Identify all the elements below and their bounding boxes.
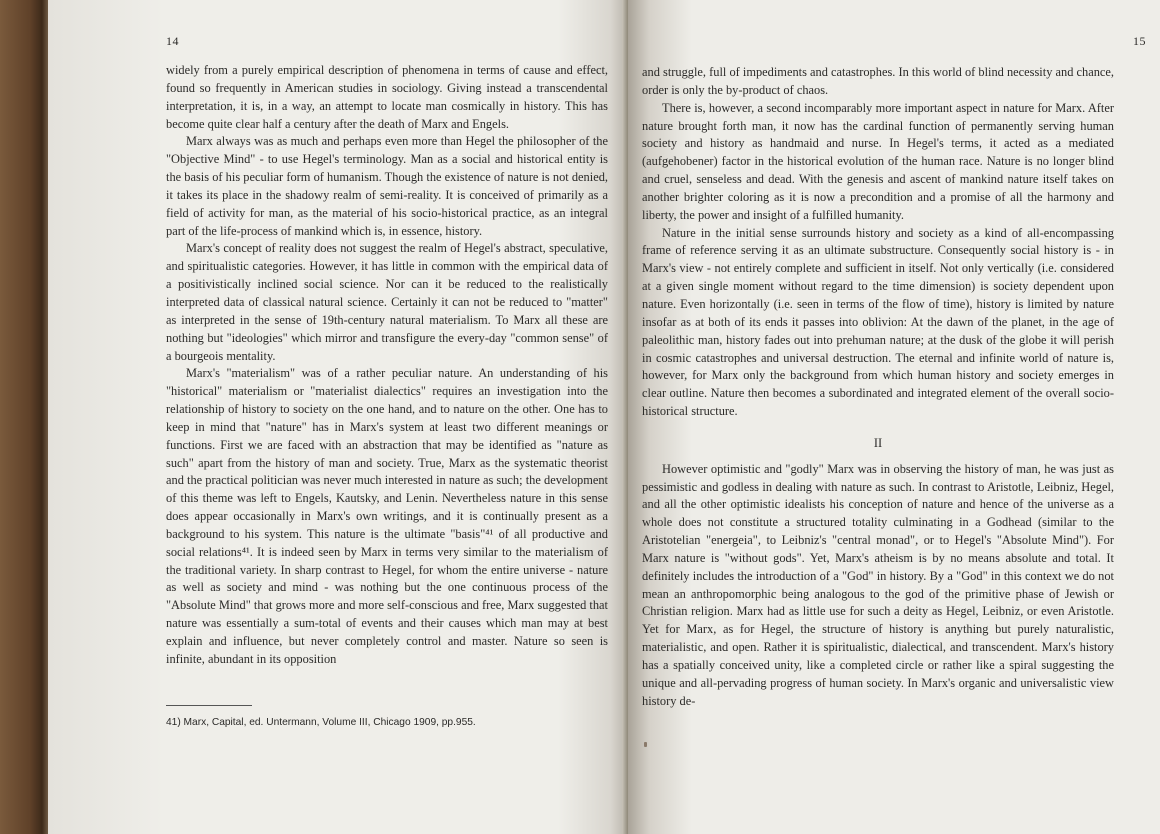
paragraph: However optimistic and "godly" Marx was in observing the history of man, he was just as pessimistic and godless in dealing with nature as such. In contrast to Aristotle, Leibniz, Hegel, and all the other optimistic idealists his conception of nature and hence of the universe as a whole does not constitute a structured totality culminating in a Godhead (similar to the Aristotelian "energeia", to Leibniz's "central monad", or to Hegel's "Absolute Mind"). For Marx nature is "without gods". Yet, Marx's atheism is by no means absolute and total. It definitely includes the introduction of a "God" in history. By a "God" in this context we do not mean an anthropomorphic being analogous to the god of the primitive phase of Jewish or Christian religion. Marx had as little use for such a deity as Hegel, Leibniz, or even Aristotle. Yet for Marx, as for Hegel, the structure of history is anything but purely naturalistic, materialistic, and open. Rather it is spiritualistic, dialectical, and transcendent. Marx's history has a spatially conceived unity, like a completed circle or rather like a spiral suggesting the unique and all-pervading progress of human society. In Marx's organic and universalistic view history de- xyxy=(642,461,1114,708)
left-page-body xyxy=(166,62,608,669)
footnote-rule xyxy=(166,705,252,706)
paragraph: widely from a purely empirical description of phenomena in terms of cause and effect, found so frequently in American studies in sociology. Giving instead a transcendental interpretation, it is, in a way, an attempt to locate man cosmically in history. This has become quite clear half a century after the death of Marx and Engels. xyxy=(166,63,608,131)
page-number-left: 14 xyxy=(166,34,179,48)
left-page xyxy=(48,0,628,834)
margin-mark xyxy=(644,742,647,747)
paragraph: Marx's concept of reality does not suggest the realm of Hegel's abstract, speculative, and spiritualistic categories. However, it has little in common with the empirical data of a positivistically inclined social science. Nor can it be reduced to the realistically interpreted data of classical natural science. Certainly it can not be reduced to "matter" as interpreted in the sense of 19th-century natural materialism. To Marx all these are nothing but "ideologies" which mirror and transfigure the every-day "common sense" of a bourgeois mentality. xyxy=(166,241,608,363)
paragraph: Nature in the initial sense surrounds history and society as a kind of all-encompassing frame of reference serving it as an ultimate substructure. Consequently social history is - in Marx's view - not entirely complete and sufficient in itself. Not only vertically (i.e. considered at a given single moment without regard to the time dimension) is society dependent upon nature. Even horizontally (i.e. seen in terms of the flow of time), history is limited by nature insofar as at both of its ends it passes into oblivion: At the dawn of the planet, in the age of paleolithic man, history fades out into prehuman nature; at the dusk of the globe it will perish in cosmic catastrophes and universal destruction. The eternal and infinite world of nature is, however, for Marx only the background from which human history and society emerges in clear outline. Nature then becomes a subordinated and integrated element of the overall socio-historical structure. xyxy=(642,225,1114,419)
right-page xyxy=(628,0,1160,834)
footnote: 41) Marx, Capital, ed. Untermann, Volume III, Chicago 1909, pp.955. xyxy=(166,717,476,728)
paragraph: Marx's "materialism" was of a rather peculiar nature. An understanding of his "historical" materialism or "materialist dialectics" requires an investigation into the relationship of history to society on the one hand, and to nature on the other. One has to keep in mind that "nature" has in Marx's system at least two different meanings or functions. First we are faced with an abstraction that may be identified as "nature as such" apart from the history of man and society. True, Marx as the systematic theorist and the practical politician was never much interested in nature as such; the development of this theme was left to Engels, Kautsky, and Lenin. Nevertheless nature in this sense does appear occasionally in Marx's own writings, and it is continually present as a background to his system. This nature is the ultimate "basis"⁴¹ of all productive and social relations⁴¹. It is indeed seen by Marx in terms very similar to the materialism of the traditional variety. In sharp contrast to Hegel, for whom the entire universe - nature as well as society and mind - was nothing but the one continuous process of the "Absolute Mind" that grows more and more self-conscious and free, Marx suggested that nature was essentially a sum-total of events and their causes which man may at best explain and influence, but never completely control and master. Nature so seen is infinite, abundant in its opposition xyxy=(166,366,608,666)
page-number-right: 15 xyxy=(1133,34,1146,48)
paragraph: and struggle, full of impediments and catastrophes. In this world of blind necessity and chance, order is only the by-product of chaos. xyxy=(642,65,1114,97)
right-page-body xyxy=(642,64,1114,711)
section-heading: II xyxy=(873,435,883,450)
paragraph: There is, however, a second incomparably more important aspect in nature for Marx. After nature brought forth man, it now has the cardinal function of permanently serving human society and history as handmaid and nurse. In Hegel's terms, it acted as a mediated (aufgehobener) factor in the historical evolution of the human race. Nature is no longer blind and cruel, senseless and dead. With the genesis and ascent of mankind nature itself takes on another brighter coloring as it is now a precondition and a promise of all the harmony and liberty, the power and insight of a fulfilled humanity. xyxy=(642,100,1114,222)
paragraph: Marx always was as much and perhaps even more than Hegel the philosopher of the "Objective Mind" - to use Hegel's terminology. Man as a social and historical entity is the basis of his peculiar form of humanism. Though the existence of nature is not denied, it takes its place in the shadowy realm of semi-reality. It is conceived of primarily as a field of activity for man, as the material of his socio-historical practice, as an integral part of the life-process of mankind which is, in essence, history. xyxy=(166,134,608,238)
